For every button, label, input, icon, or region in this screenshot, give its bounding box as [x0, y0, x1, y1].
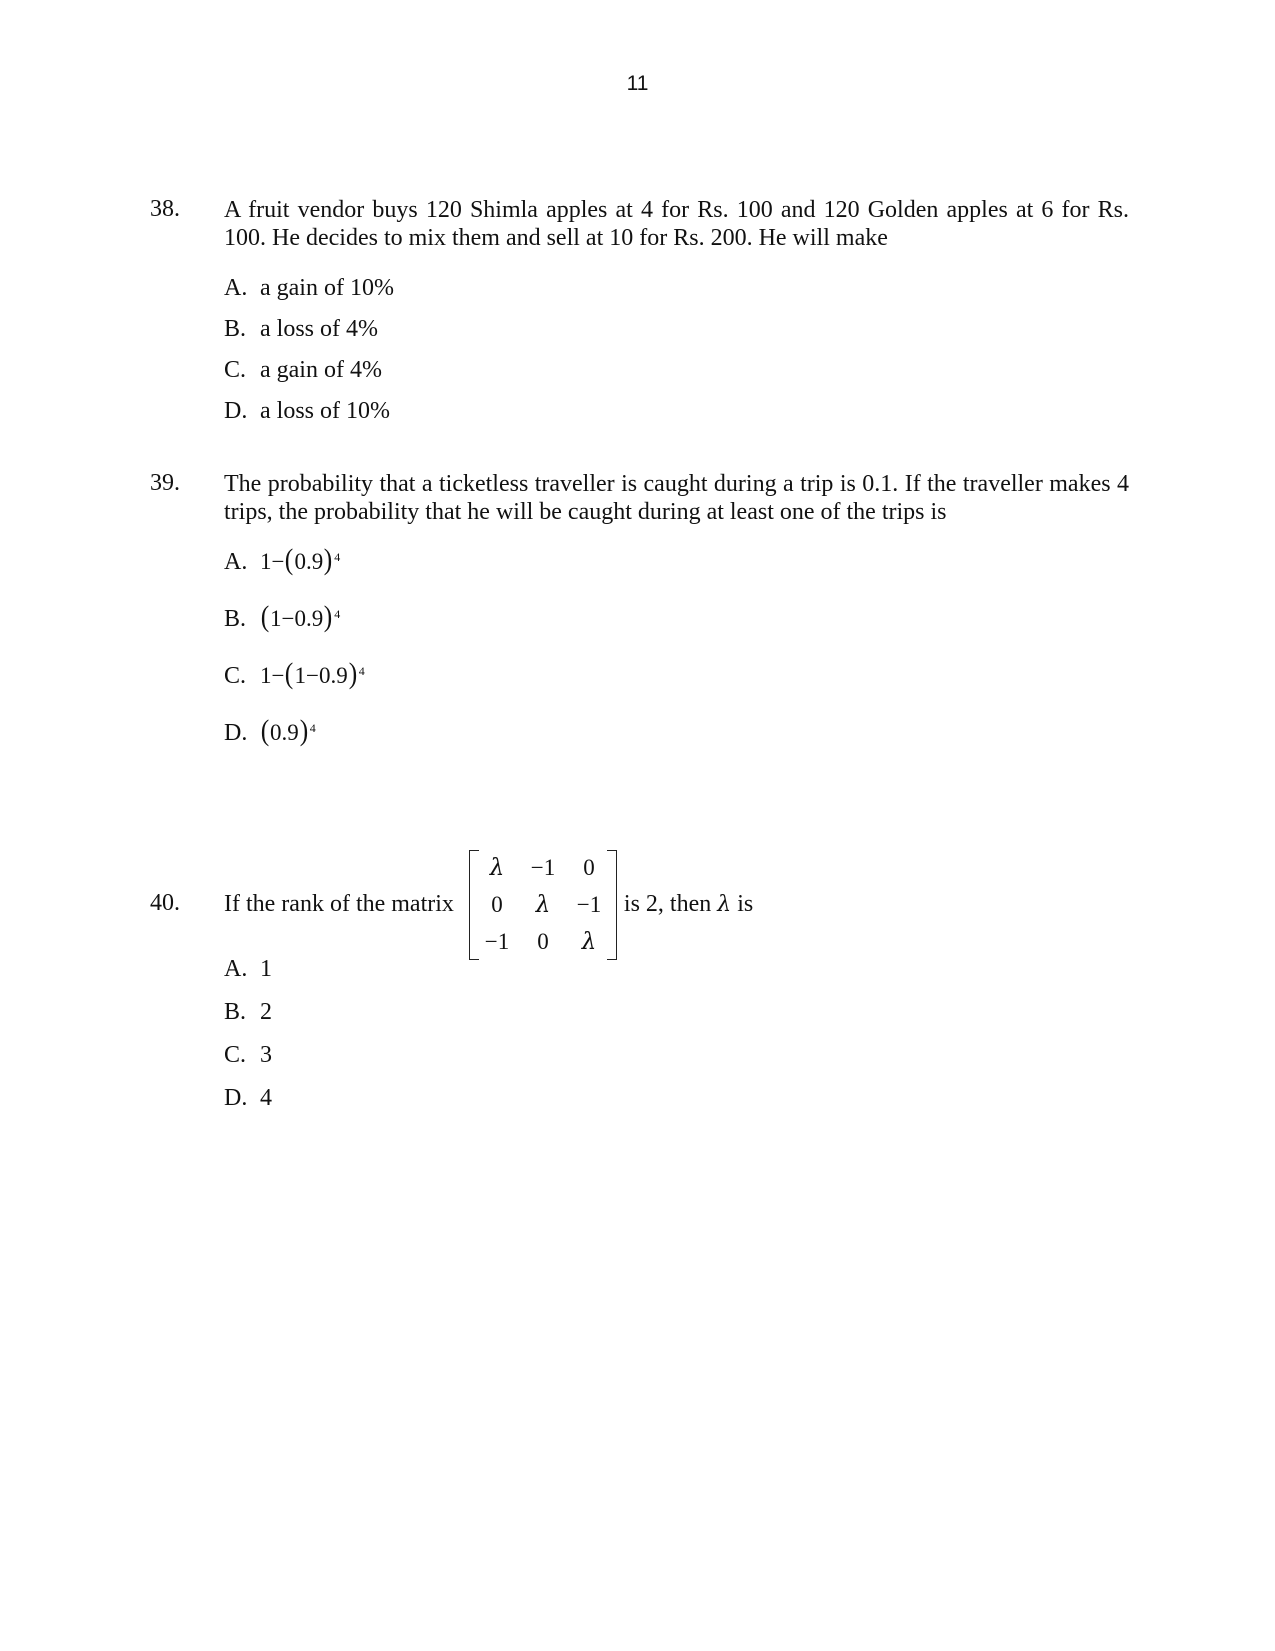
option-text: 1: [260, 956, 272, 982]
option-d: [224, 714, 1130, 774]
option-b: [224, 998, 1130, 1041]
lambda-symbol: λ: [717, 892, 732, 917]
option-label: B.: [224, 999, 247, 1025]
option-d: [224, 1084, 1130, 1127]
matrix: [469, 850, 617, 960]
option-c: [224, 356, 1130, 397]
question-39: [150, 470, 1130, 774]
option-label: B.: [224, 316, 247, 342]
option-expression: (0.9) $^4$: [260, 714, 316, 747]
matrix-cell: λ: [535, 892, 551, 918]
option-b: [224, 315, 1130, 356]
option-c: [224, 657, 1130, 717]
matrix-cell: λ: [581, 929, 597, 955]
option-d: [224, 397, 1130, 438]
option-text: a gain of 10%: [260, 275, 394, 301]
question-text-after: is 2, then: [623, 891, 712, 917]
question-38: [150, 196, 1130, 438]
matrix-cell: 0: [583, 855, 595, 880]
option-label: A.: [224, 956, 248, 982]
option-b: [224, 600, 1130, 660]
option-a: [224, 543, 1130, 603]
option-expression: 1−(0.9) $^4$: [260, 543, 341, 576]
option-text: a loss of 4%: [260, 316, 378, 342]
option-text: 2: [260, 999, 272, 1025]
question-text-end: is: [737, 891, 754, 917]
option-a: [224, 274, 1130, 315]
matrix-cell: −1: [576, 892, 602, 917]
question-40: [150, 890, 1130, 1127]
option-label: D.: [224, 720, 248, 746]
option-label: D.: [224, 1085, 248, 1111]
option-label: D.: [224, 398, 248, 424]
question-number: 38.: [150, 196, 180, 222]
question-number: 40.: [150, 890, 180, 916]
option-text: 4: [260, 1085, 272, 1111]
option-expression: (1−0.9) $^4$: [260, 600, 341, 633]
option-expression: 1−(1−0.9) $^4$: [260, 657, 365, 690]
option-label: C.: [224, 357, 247, 383]
option-list: [224, 955, 1130, 1127]
matrix-cell: 0: [491, 892, 503, 917]
option-c: [224, 1041, 1130, 1084]
option-a: [224, 955, 1130, 998]
option-label: A.: [224, 275, 248, 301]
matrix-cell: λ: [489, 855, 505, 881]
option-text: 3: [260, 1042, 272, 1068]
option-list: [224, 543, 1130, 774]
option-label: C.: [224, 1042, 247, 1068]
option-list: [224, 274, 1130, 438]
matrix-cell: 0: [537, 929, 549, 954]
matrix-cell: −1: [530, 855, 556, 880]
option-label: C.: [224, 663, 247, 689]
question-text-before: If the rank of the matrix: [224, 891, 454, 917]
option-label: A.: [224, 549, 248, 575]
option-label: B.: [224, 606, 247, 632]
matrix-cell: −1: [484, 929, 510, 954]
question-text: [224, 890, 1129, 919]
question-text: A fruit vendor buys 120 Shimla apples at 4 for Rs. 100 and 120 Golden apples at 6 for Rs. 100. He decides to mix them and sell at 10 for Rs. 200. He will make: [224, 197, 1129, 251]
option-text: a gain of 4%: [260, 357, 382, 383]
question-text: The probability that a ticketless traveller is caught during a trip is 0.1. If the traveller makes 4 trips, the probability that he will be caught during at least one of the trips is: [224, 471, 1129, 525]
option-text: a loss of 10%: [260, 398, 390, 424]
question-number: 39.: [150, 470, 180, 496]
page-number: 11: [626, 72, 649, 95]
